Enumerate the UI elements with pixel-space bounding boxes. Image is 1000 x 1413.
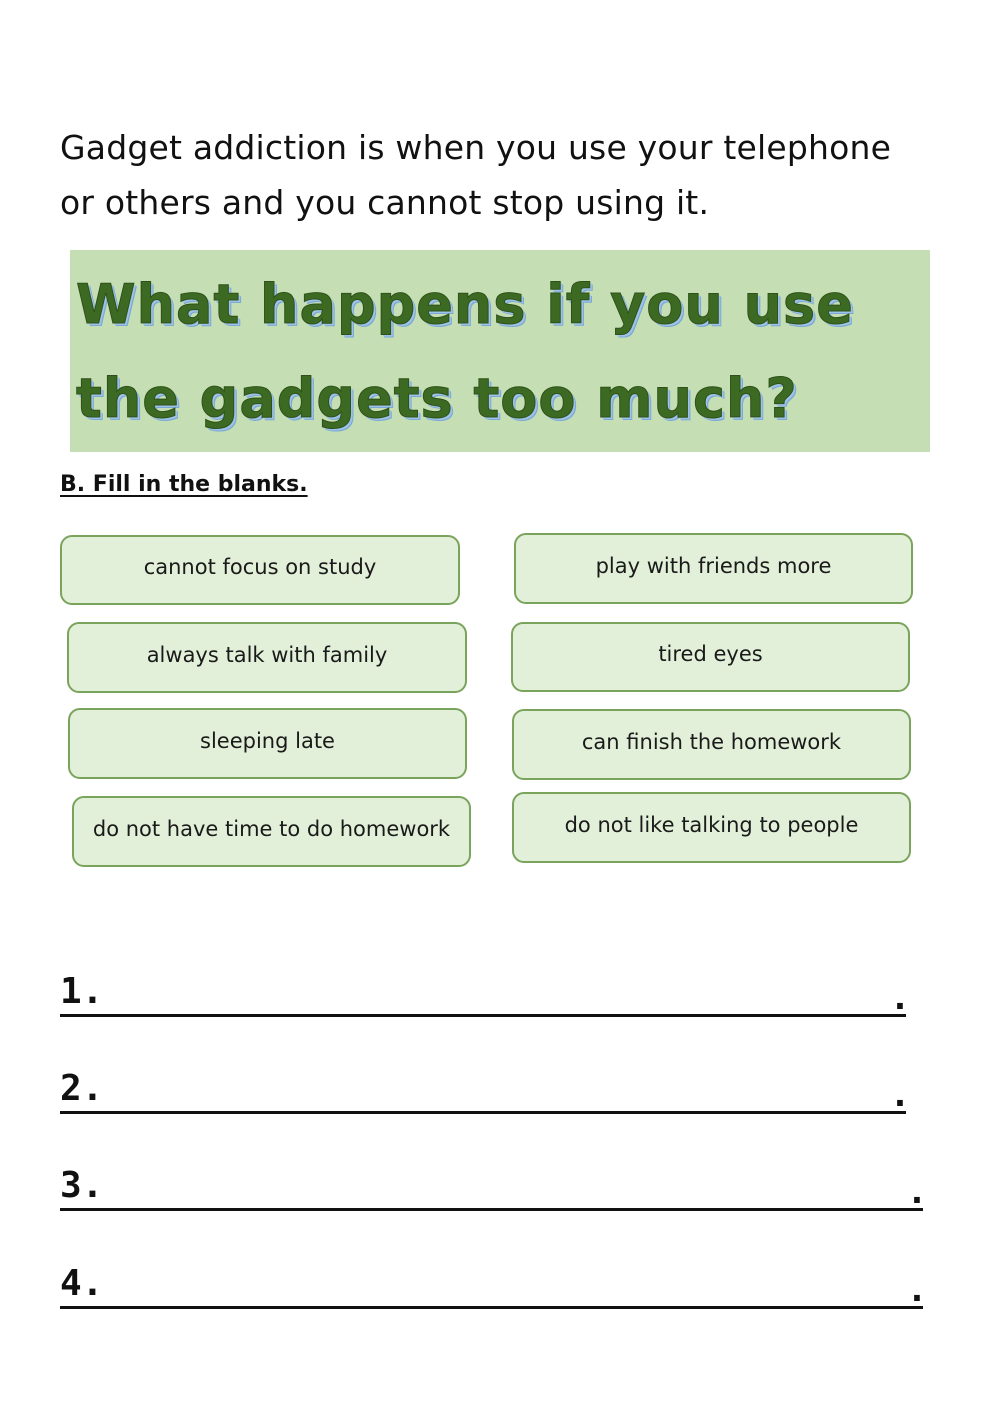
answer-blank-4[interactable] (60, 1256, 923, 1309)
blank-period: . (893, 1076, 906, 1114)
answer-blank-3[interactable] (60, 1158, 923, 1211)
blank-number: 3. (60, 1165, 104, 1206)
word-box-play-with-friends[interactable]: play with friends more (514, 533, 913, 604)
word-box-no-time-homework[interactable]: do not have time to do homework (72, 796, 471, 867)
word-box-no-talking-people[interactable]: do not like talking to people (512, 792, 911, 863)
word-box-always-talk[interactable]: always talk with family (67, 622, 467, 693)
word-box-tired-eyes[interactable]: tired eyes (511, 622, 910, 692)
answer-blank-1[interactable] (60, 964, 906, 1017)
banner-question (76, 258, 926, 446)
blank-number: 4. (60, 1263, 104, 1304)
section-title: B. Fill in the blanks. (60, 472, 308, 497)
word-box-cannot-focus[interactable]: cannot focus on study (60, 535, 460, 605)
blank-period: . (893, 979, 906, 1017)
blank-number: 2. (60, 1068, 104, 1109)
banner-line-2: the gadgets too much? (76, 367, 798, 430)
blank-period: . (910, 1173, 923, 1211)
question-banner (70, 250, 930, 452)
blank-period: . (910, 1271, 923, 1309)
intro-line-1: Gadget addiction is when you use your telephone (60, 128, 892, 167)
banner-line-1: What happens if you use (76, 273, 854, 336)
intro-line-2: or others and you cannot stop using it. (60, 183, 710, 222)
intro-paragraph (60, 120, 940, 230)
word-box-can-finish-homework[interactable]: can finish the homework (512, 709, 911, 780)
word-box-sleeping-late[interactable]: sleeping late (68, 708, 467, 779)
blank-number: 1. (60, 971, 104, 1012)
answer-blank-2[interactable] (60, 1061, 906, 1114)
